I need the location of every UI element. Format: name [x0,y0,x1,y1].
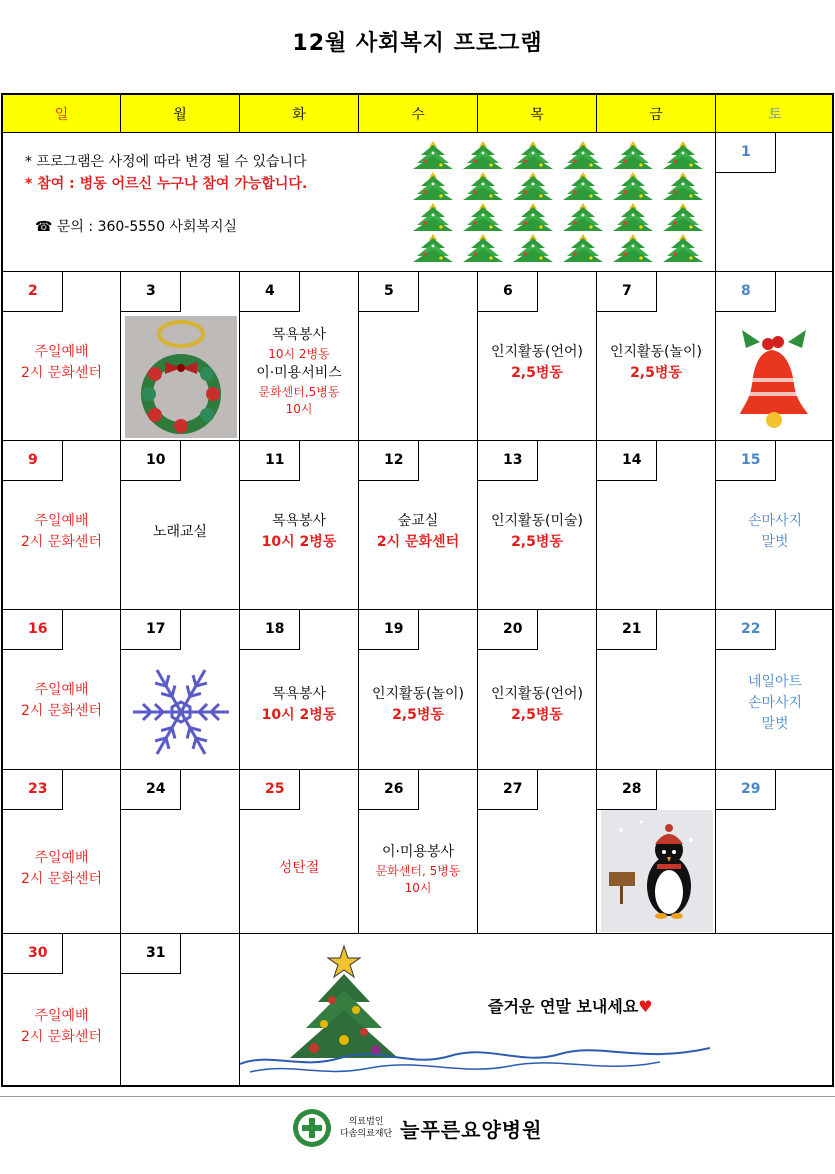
day-cell-16 [3,610,121,769]
day-number: 29 [716,770,776,810]
contact-text: 문의 : 360-5550 사회복지실 [56,219,238,235]
event-ward: 2,5병동 [392,707,444,723]
event-cog-lang: 인지활동(언어) [490,686,584,702]
day-number: 3 [121,272,181,312]
event-worship: 주일예배 [34,344,89,360]
day-number: 12 [359,441,419,481]
day-number: 1 [716,133,776,173]
day-number: 24 [121,770,181,810]
event-companion: 말벗 [761,716,789,732]
event-beauty-volunteer: 이·미용봉사 [381,844,455,860]
day-cell-17 [121,610,240,769]
calendar-table [1,93,834,1087]
weekday-sat: 토 [768,106,782,123]
week-row-3 [3,441,832,610]
day-number: 16 [3,610,63,650]
day-cell-18 [240,610,359,769]
day-cell-19 [359,610,478,769]
day-number: 20 [478,610,538,650]
day-number: 11 [240,441,300,481]
event-nail-art: 네일아트 [747,674,803,690]
penguin-image [601,810,713,932]
day-number: 23 [3,770,63,810]
day-number: 27 [478,770,538,810]
event-worship: 주일예배 [34,682,89,698]
day-cell-28 [597,770,716,933]
event-worship-place: 2시 문화센터 [21,534,102,550]
event-worship: 주일예배 [34,850,89,866]
day-number: 22 [716,610,776,650]
day-number: 26 [359,770,419,810]
weekday-fri: 금 [597,95,716,132]
snowflake-icon [129,662,233,762]
event-forest-place: 2시 문화센터 [376,534,460,550]
event-beauty-service: 이·미용서비스 [256,365,342,381]
page-title: 12월 사회복지 프로그램 [292,31,543,56]
day-number: 17 [121,610,181,650]
week-row-6 [3,934,832,1085]
day-number: 18 [240,610,300,650]
week-row-4 [3,610,832,770]
week-row-5 [3,770,832,934]
day-number: 15 [716,441,776,481]
day-cell-30 [3,934,121,1085]
event-beauty-place: 문화센터, 5병동 [375,864,461,878]
notice-change: * 프로그램은 사정에 따라 변경 될 수 있습니다 [25,154,307,170]
weekday-sun: 일 [3,95,121,132]
heart-icon: ♥ [638,997,653,1016]
day-cell-3 [121,272,240,440]
event-forest: 숲교실 [397,513,439,529]
day-cell-27 [478,770,597,933]
event-worship: 주일예배 [34,1008,89,1024]
bell-icon [732,320,816,436]
event-bath: 목욕봉사 [271,327,327,343]
event-bath-time: 10시 2병동 [261,534,337,550]
event-ward: 2,5병동 [511,365,563,381]
weekday-wed: 수 [359,95,478,132]
event-worship-place: 2시 문화센터 [21,1029,102,1045]
corp-label: 의료법인 [348,1117,384,1127]
day-cell-8 [716,272,834,440]
day-number: 21 [597,610,657,650]
day-cell-2 [3,272,121,440]
day-cell-14 [597,441,716,609]
wreath-image [125,316,237,438]
day-number: 31 [121,934,181,974]
event-beauty-time: 10시 [285,402,313,416]
event-bath: 목욕봉사 [271,686,327,702]
week-row-1 [3,133,832,272]
greeting-text: 즐거운 연말 보내세요♥ [488,997,653,1016]
event-worship-place: 2시 문화센터 [21,365,102,381]
day-cell-31 [121,934,240,1085]
event-companion: 말벗 [761,534,789,550]
day-cell-29 [716,770,834,933]
day-number: 14 [597,441,657,481]
day-number: 19 [359,610,419,650]
day-number: 13 [478,441,538,481]
day-cell-5 [359,272,478,440]
event-cog-lang: 인지활동(언어) [490,344,584,360]
event-christmas: 성탄절 [278,860,320,876]
day-number: 7 [597,272,657,312]
day-cell-9 [3,441,121,609]
weekday-mon: 월 [121,95,240,132]
day-number: 10 [121,441,181,481]
hospital-cross-logo-icon [292,1108,332,1148]
event-worship-place: 2시 문화센터 [21,703,102,719]
christmas-trees-icon [411,139,711,263]
event-ward: 2,5병동 [630,365,682,381]
day-cell-24 [121,770,240,933]
day-cell-6 [478,272,597,440]
day-number: 30 [3,934,63,974]
day-cell-7 [597,272,716,440]
day-number: 28 [597,770,657,810]
day-cell-13 [478,441,597,609]
weekday-header-row [3,95,832,133]
day-cell-4 [240,272,359,440]
event-bath-time: 10시 2병동 [268,347,330,361]
day-cell-1 [716,133,834,271]
day-cell-20 [478,610,597,769]
weekday-tue: 화 [240,95,359,132]
notice-cell [3,133,716,271]
day-cell-10 [121,441,240,609]
event-ward: 2,5병동 [511,534,563,550]
day-cell-23 [3,770,121,933]
event-cog-art: 인지활동(미술) [490,513,584,529]
event-worship: 주일예배 [34,513,89,529]
event-ward: 2,5병동 [511,707,563,723]
greeting-cell [240,934,834,1085]
day-number: 25 [240,770,300,810]
day-cell-26 [359,770,478,933]
day-cell-15 [716,441,834,609]
phone-icon: ☎ [35,219,53,235]
day-cell-22 [716,610,834,769]
footer-logo [292,1108,542,1148]
event-beauty-time: 10시 [404,881,432,895]
week-row-2 [3,272,832,441]
footer-divider [0,1096,835,1097]
notice-participation: * 참여 : 병동 어르신 누구나 참여 가능합니다. [25,176,308,192]
day-number: 8 [716,272,776,312]
day-cell-11 [240,441,359,609]
event-hand-massage: 손마사지 [747,695,803,711]
day-number: 5 [359,272,419,312]
event-cog-play: 인지활동(놀이) [371,686,465,702]
event-singing: 노래교실 [152,524,208,540]
day-number: 6 [478,272,538,312]
event-bath-time: 10시 2병동 [261,707,337,723]
hospital-name: 늘푸른요양병원 [400,1117,543,1142]
day-cell-12 [359,441,478,609]
day-number: 9 [3,441,63,481]
event-bath: 목욕봉사 [271,513,327,529]
day-cell-21 [597,610,716,769]
day-cell-25 [240,770,359,933]
foundation-label: 다솜의료재단 [340,1129,393,1139]
event-beauty-place: 문화센터,5병동 [258,385,340,399]
event-worship-place: 2시 문화센터 [21,871,102,887]
notice-contact [35,216,237,236]
day-number: 4 [240,272,300,312]
day-number: 2 [3,272,63,312]
weekday-thu: 목 [478,95,597,132]
event-cog-play: 인지활동(놀이) [609,344,703,360]
event-hand-massage: 손마사지 [747,513,803,529]
